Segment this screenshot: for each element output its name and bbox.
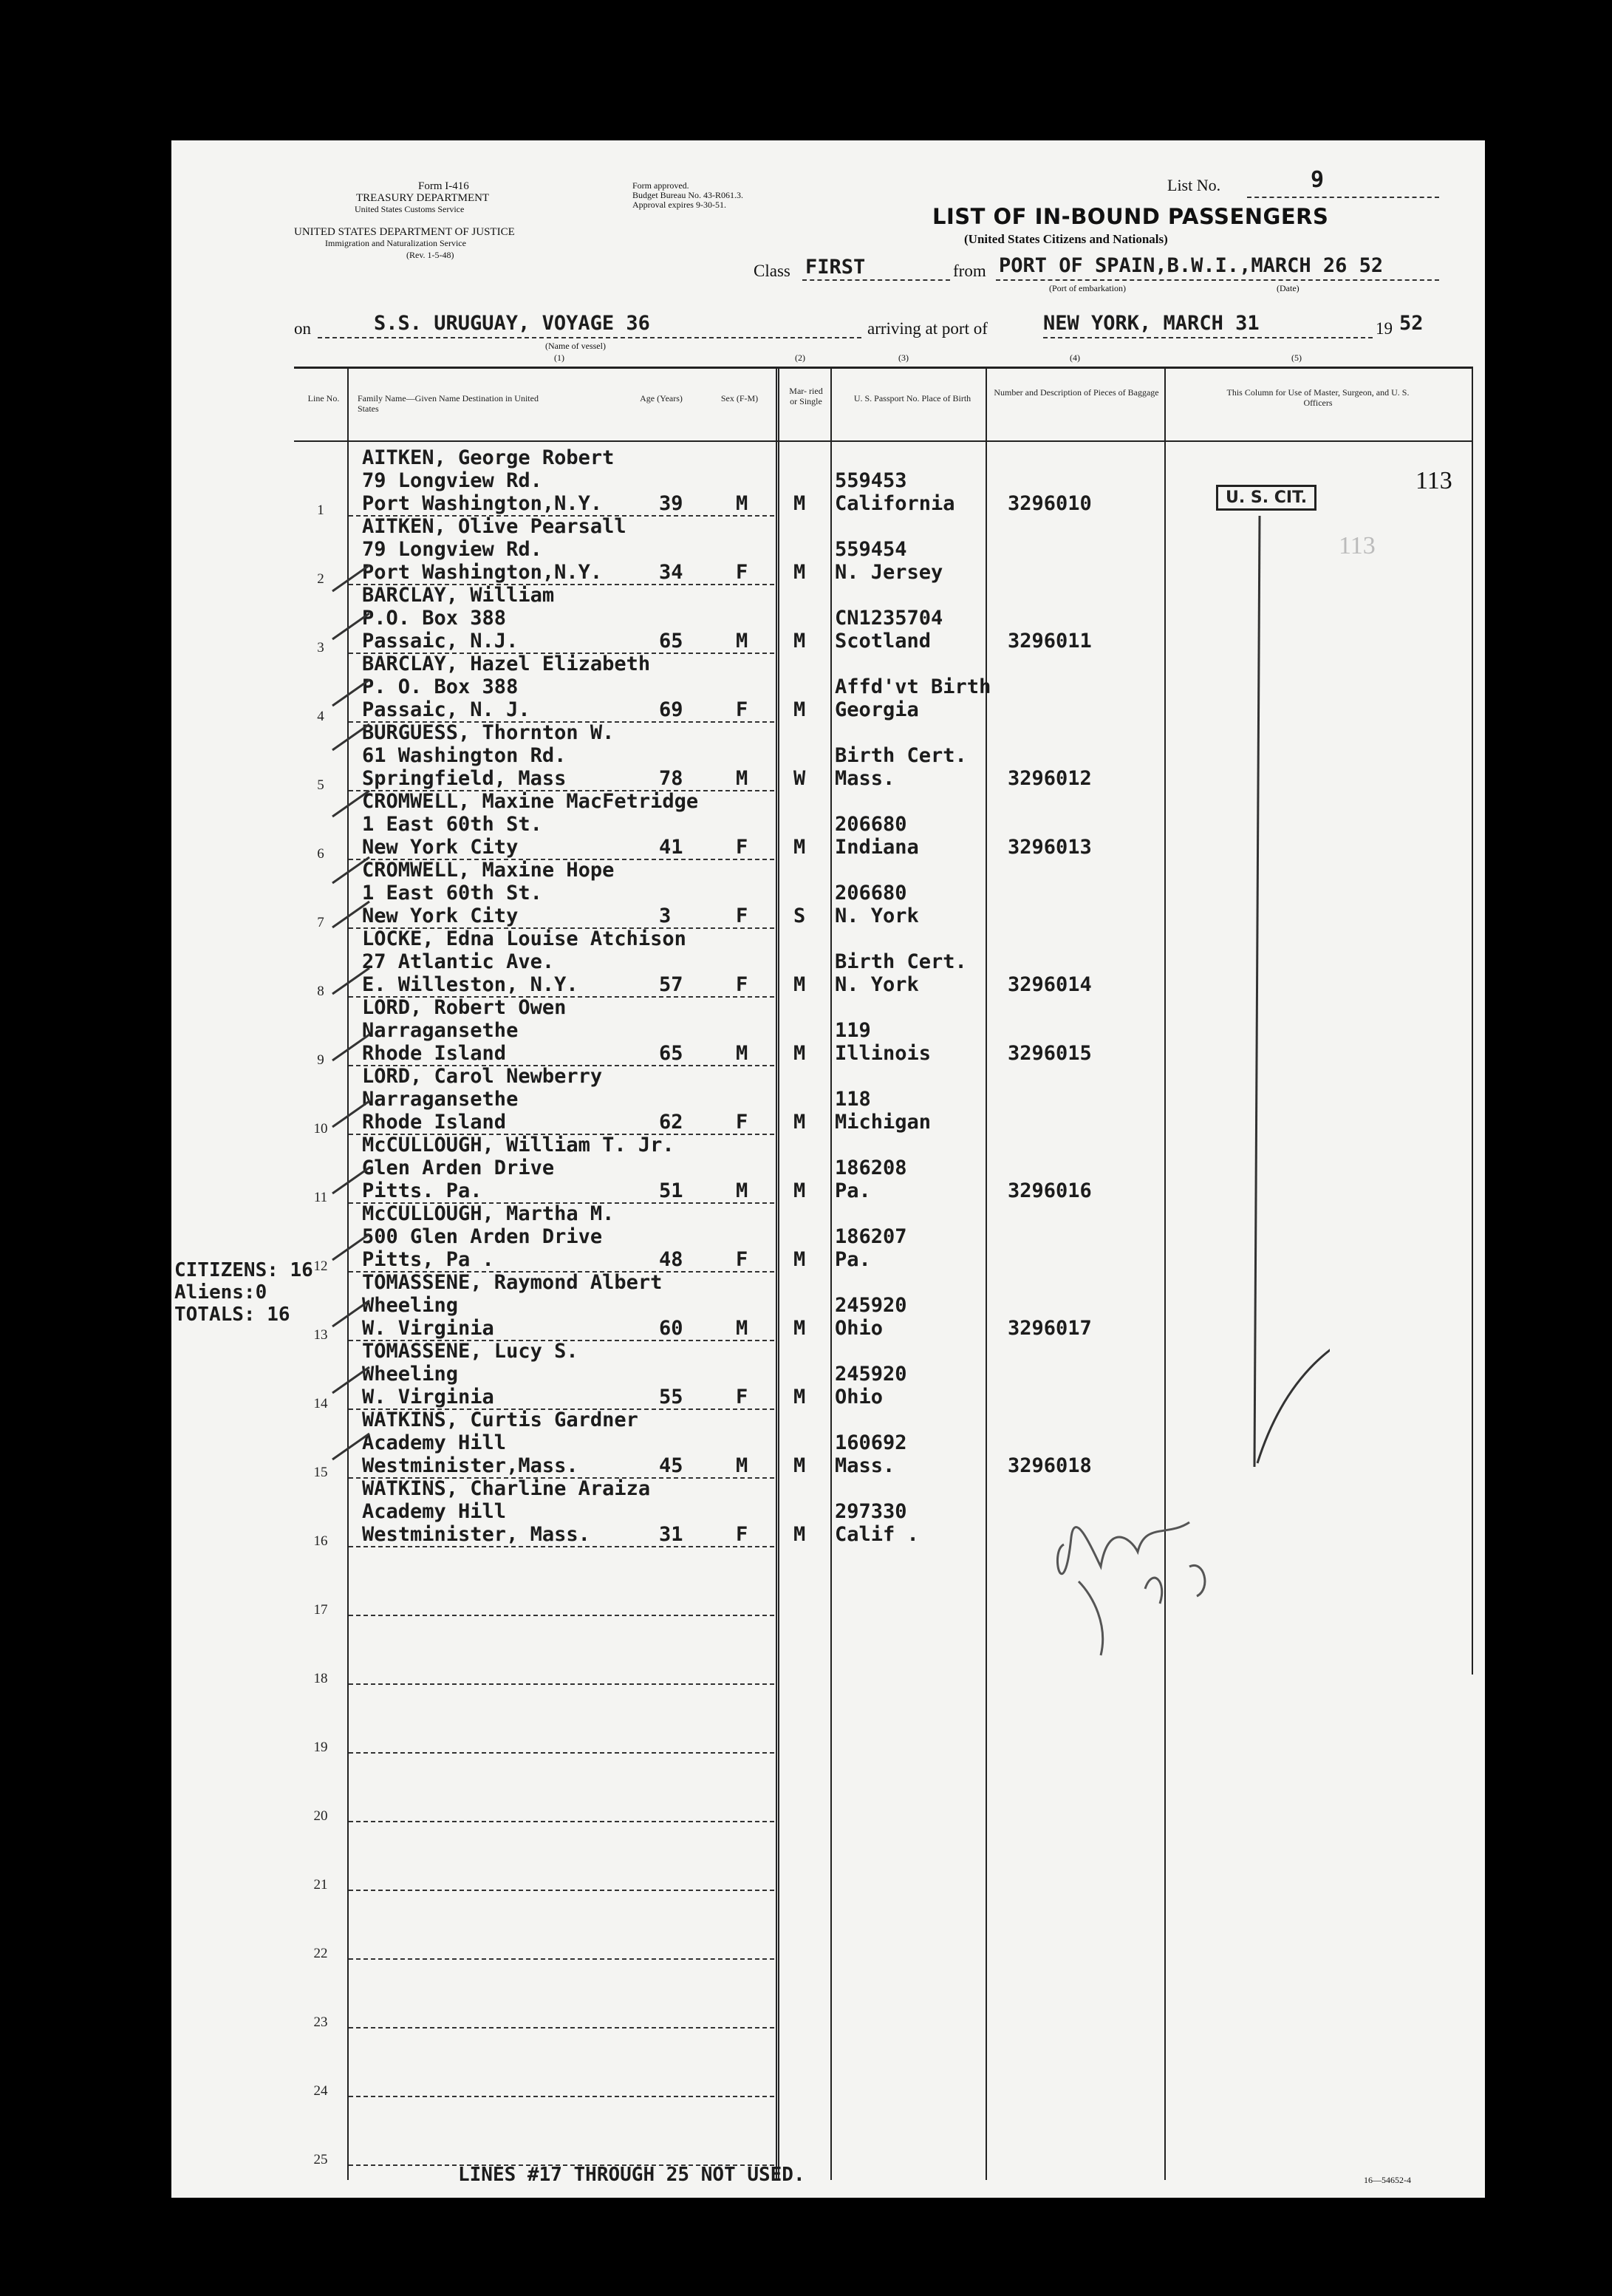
passenger-sex: F xyxy=(736,561,748,584)
row-rule xyxy=(349,2096,774,2097)
place-of-birth: N. York xyxy=(835,973,919,996)
passenger-sex: M xyxy=(736,1454,748,1477)
marital-status: M xyxy=(793,1386,806,1408)
line-number: 12 xyxy=(313,1258,328,1274)
vessel-value: S.S. URUGUAY, VOYAGE 36 xyxy=(374,312,650,335)
passenger-sex: F xyxy=(736,698,748,721)
passport-number: 118 xyxy=(835,1088,871,1111)
passenger-destination: Passaic, N.J. xyxy=(362,630,519,653)
treasury-dept: TREASURY DEPARTMENT xyxy=(356,192,490,204)
margin-number: 113 xyxy=(1415,467,1452,494)
passenger-age: 31 xyxy=(659,1523,683,1546)
header-officers: This Column for Use of Master, Surgeon, and U. S. Officers xyxy=(1226,387,1410,408)
passenger-destination: Port Washington,N.Y. xyxy=(362,492,603,515)
line-number: 6 xyxy=(317,846,324,862)
passport-number: 245920 xyxy=(835,1294,907,1317)
marital-status: M xyxy=(793,836,806,859)
place-of-birth: California xyxy=(835,492,955,515)
passenger-destination: Westminister, Mass. xyxy=(362,1523,590,1546)
row-rule xyxy=(349,1615,774,1616)
header-baggage: Number and Description of Pieces of Baggage xyxy=(994,387,1159,398)
tick-marks xyxy=(318,547,406,1581)
passenger-age: 65 xyxy=(659,630,683,653)
passenger-age: 34 xyxy=(659,561,683,584)
manifest-title: LIST OF IN-BOUND PASSENGERS xyxy=(932,204,1329,229)
baggage-number: 3296013 xyxy=(1008,836,1092,859)
passenger-age: 48 xyxy=(659,1248,683,1271)
line-number: 5 xyxy=(317,777,324,793)
passport-number: 206680 xyxy=(835,813,907,836)
baggage-number: 3296010 xyxy=(1008,492,1092,515)
passenger-address: 1 East 60th St. xyxy=(362,813,542,836)
passenger-destination: Westminister,Mass. xyxy=(362,1454,578,1477)
place-of-birth: Indiana xyxy=(835,836,919,859)
passenger-address: 79 Longview Rd. xyxy=(362,469,542,492)
passenger-destination: Pitts, Pa . xyxy=(362,1248,494,1271)
list-no-underline xyxy=(1247,197,1439,198)
aliens-total: Aliens:0 xyxy=(174,1281,267,1304)
arrival-underline xyxy=(1043,337,1373,338)
header-name: Family Name—Given Name Destination in United States xyxy=(358,393,539,414)
vessel-underline xyxy=(318,337,861,338)
passenger-address: Wheeling xyxy=(362,1363,459,1386)
header-bottom-rule xyxy=(294,440,1473,442)
passenger-name: BARCLAY, William xyxy=(362,584,555,607)
place-of-birth: Mass. xyxy=(835,1454,895,1477)
line-number: 11 xyxy=(313,1190,328,1205)
marital-status: M xyxy=(793,1111,806,1134)
passport-number: 559453 xyxy=(835,469,907,492)
on-label: on xyxy=(294,319,311,338)
passport-number: CN1235704 xyxy=(835,607,943,630)
passenger-address: 61 Washington Rd. xyxy=(362,744,567,767)
col-divider-name xyxy=(776,367,779,2180)
passport-number: 206680 xyxy=(835,882,907,905)
budget-bureau: Budget Bureau No. 43-R061.3. xyxy=(632,190,743,200)
passenger-destination: Passaic, N. J. xyxy=(362,698,530,721)
passenger-address: Glen Arden Drive xyxy=(362,1156,555,1179)
row-rule xyxy=(349,1890,774,1891)
arriving-label: arriving at port of xyxy=(867,319,988,338)
passport-number: 245920 xyxy=(835,1363,907,1386)
year-prefix: 19 xyxy=(1376,319,1393,338)
place-of-birth: Scotland xyxy=(835,630,932,653)
passenger-age: 69 xyxy=(659,698,683,721)
passenger-destination: W. Virginia xyxy=(362,1317,494,1340)
place-of-birth: Georgia xyxy=(835,698,919,721)
passenger-sex: F xyxy=(736,973,748,996)
passport-number: 297330 xyxy=(835,1500,907,1523)
baggage-number: 3296014 xyxy=(1008,973,1092,996)
line-number: 9 xyxy=(317,1052,324,1068)
passenger-name: LOCKE, Edna Louise Atchison xyxy=(362,927,686,950)
marital-status: W xyxy=(793,767,806,790)
passenger-sex: M xyxy=(736,492,748,515)
line-number: 3 xyxy=(317,640,324,655)
marital-status: S xyxy=(793,905,806,927)
baggage-number: 3296015 xyxy=(1008,1042,1092,1065)
passenger-age: 60 xyxy=(659,1317,683,1340)
line-number: 21 xyxy=(313,1877,328,1893)
line-number: 22 xyxy=(313,1946,328,1961)
revision: (Rev. 1-5-48) xyxy=(406,250,454,260)
col-number-1: (1) xyxy=(554,352,564,363)
marital-status: M xyxy=(793,492,806,515)
date-caption: (Date) xyxy=(1277,283,1299,293)
passenger-age: 65 xyxy=(659,1042,683,1065)
passenger-address: P.O. Box 388 xyxy=(362,607,507,630)
passenger-address: 1 East 60th St. xyxy=(362,882,542,905)
passenger-name: TOMASSENE, Raymond Albert xyxy=(362,1271,663,1294)
class-label: Class xyxy=(754,262,790,280)
col-divider-right xyxy=(1472,367,1473,1675)
us-citizen-stamp: U. S. CIT. xyxy=(1216,485,1316,511)
line-number: 14 xyxy=(313,1396,328,1411)
passenger-address: Narragansethe xyxy=(362,1019,519,1042)
table-top-rule xyxy=(294,367,1473,369)
passenger-name: AITKEN, Olive Pearsall xyxy=(362,515,626,538)
justice-dept: UNITED STATES DEPARTMENT OF JUSTICE xyxy=(294,226,515,238)
passenger-sex: M xyxy=(736,767,748,790)
passenger-destination: Springfield, Mass xyxy=(362,767,567,790)
passenger-age: 78 xyxy=(659,767,683,790)
place-of-birth: Ohio xyxy=(835,1386,884,1408)
row-rule xyxy=(349,1752,774,1754)
place-of-birth: Ohio xyxy=(835,1317,884,1340)
passenger-name: WATKINS, Curtis Gardner xyxy=(362,1408,638,1431)
passenger-sex: F xyxy=(736,1248,748,1271)
passenger-destination: Rhode Island xyxy=(362,1111,507,1134)
marital-status: M xyxy=(793,1248,806,1271)
col-number-3: (3) xyxy=(898,352,909,363)
col-number-4: (4) xyxy=(1070,352,1080,363)
header-line-no: Line No. xyxy=(307,393,340,403)
list-no-value: 9 xyxy=(1311,167,1325,193)
passenger-name: CROMWELL, Maxine Hope xyxy=(362,859,615,882)
place-of-birth: Pa. xyxy=(835,1179,871,1202)
line-number: 24 xyxy=(313,2083,328,2099)
passenger-age: 51 xyxy=(659,1179,683,1202)
passport-number: Affd'vt Birth xyxy=(835,675,991,698)
place-of-birth: Mass. xyxy=(835,767,895,790)
passenger-destination: W. Virginia xyxy=(362,1386,494,1408)
header-passport: U. S. Passport No. Place of Birth xyxy=(853,393,971,403)
marital-status: M xyxy=(793,698,806,721)
passenger-age: 45 xyxy=(659,1454,683,1477)
passenger-age: 57 xyxy=(659,973,683,996)
passenger-name: TOMASSENE, Lucy S. xyxy=(362,1340,578,1363)
form-approved: Form approved. xyxy=(632,180,689,191)
list-no-label: List No. xyxy=(1167,176,1221,194)
passenger-destination: New York City xyxy=(362,905,519,927)
line-number: 20 xyxy=(313,1808,328,1824)
class-underline xyxy=(802,279,950,281)
header-married: Mar- ried or Single xyxy=(789,386,823,406)
from-underline xyxy=(996,279,1439,281)
passenger-address: P. O. Box 388 xyxy=(362,675,519,698)
line-number: 19 xyxy=(313,1740,328,1755)
form-number: Form I-416 xyxy=(418,180,469,192)
passenger-age: 55 xyxy=(659,1386,683,1408)
passenger-address: 27 Atlantic Ave. xyxy=(362,950,555,973)
line-number: 1 xyxy=(317,503,324,518)
passenger-address: Academy Hill xyxy=(362,1500,507,1523)
line-number: 17 xyxy=(313,1602,328,1618)
row-rule xyxy=(349,1546,774,1547)
passport-number: 559454 xyxy=(835,538,907,561)
passenger-name: LORD, Robert Owen xyxy=(362,996,567,1019)
manifest-subtitle: (United States Citizens and Nationals) xyxy=(964,232,1168,246)
baggage-number: 3296012 xyxy=(1008,767,1092,790)
marital-status: M xyxy=(793,561,806,584)
place-of-birth: Michigan xyxy=(835,1111,932,1134)
passenger-sex: M xyxy=(736,1179,748,1202)
marital-status: M xyxy=(793,1042,806,1065)
marital-status: M xyxy=(793,1454,806,1477)
passenger-address: 79 Longview Rd. xyxy=(362,538,542,561)
passenger-address: Wheeling xyxy=(362,1294,459,1317)
passenger-name: LORD, Carol Newberry xyxy=(362,1065,603,1088)
passenger-sex: F xyxy=(736,836,748,859)
row-rule xyxy=(349,1958,774,1960)
line-number: 16 xyxy=(313,1533,328,1549)
place-of-birth: Pa. xyxy=(835,1248,871,1271)
header-age: Age (Years) xyxy=(640,393,683,403)
col-number-5: (5) xyxy=(1291,352,1302,363)
passenger-sex: M xyxy=(736,1042,748,1065)
header-sex: Sex (F-M) xyxy=(720,393,759,403)
customs-service: United States Customs Service xyxy=(355,204,465,214)
row-rule xyxy=(349,1821,774,1822)
unused-lines-note: LINES #17 THROUGH 25 NOT USED. xyxy=(458,2164,805,2186)
passenger-name: AITKEN, George Robert xyxy=(362,446,615,469)
passenger-name: McCULLOUGH, William T. Jr. xyxy=(362,1134,674,1156)
passenger-sex: F xyxy=(736,1386,748,1408)
arrival-value: NEW YORK, MARCH 31 xyxy=(1043,312,1260,335)
passenger-sex: F xyxy=(736,1523,748,1546)
baggage-number: 3296011 xyxy=(1008,630,1092,653)
passenger-address: 500 Glen Arden Drive xyxy=(362,1225,603,1248)
passport-number: 160692 xyxy=(835,1431,907,1454)
line-number: 4 xyxy=(317,709,324,724)
row-rule xyxy=(349,2027,774,2028)
passenger-name: BARCLAY, Hazel Elizabeth xyxy=(362,653,651,675)
line-number: 15 xyxy=(313,1465,328,1480)
passenger-age: 39 xyxy=(659,492,683,515)
passenger-sex: M xyxy=(736,630,748,653)
marital-status: M xyxy=(793,1317,806,1340)
line-number: 10 xyxy=(313,1121,328,1137)
passport-number: 119 xyxy=(835,1019,871,1042)
marital-status: M xyxy=(793,1179,806,1202)
place-of-birth: Illinois xyxy=(835,1042,932,1065)
baggage-number: 3296017 xyxy=(1008,1317,1092,1340)
marital-status: M xyxy=(793,973,806,996)
passenger-name: CROMWELL, Maxine MacFetridge xyxy=(362,790,699,813)
line-number: 7 xyxy=(317,915,324,930)
approval-expiry: Approval expires 9-30-51. xyxy=(632,200,726,210)
class-value: FIRST xyxy=(805,256,866,279)
row-rule xyxy=(349,1683,774,1685)
col-divider-passport xyxy=(986,367,987,2180)
place-of-birth: N. Jersey xyxy=(835,561,943,584)
citizens-total: CITIZENS: 16 xyxy=(174,1259,313,1281)
grand-total: TOTALS: 16 xyxy=(174,1304,290,1326)
officer-marks xyxy=(1020,503,1330,1670)
passport-number: Birth Cert. xyxy=(835,744,967,767)
passenger-destination: E. Willeston, N.Y. xyxy=(362,973,578,996)
line-number: 18 xyxy=(313,1671,328,1686)
embarkation-value: PORT OF SPAIN,B.W.I.,MARCH 26 52 xyxy=(999,254,1384,277)
ins-service: Immigration and Naturalization Service xyxy=(325,238,466,248)
passenger-address: Academy Hill xyxy=(362,1431,507,1454)
passenger-name: WATKINS, Charline Araiza xyxy=(362,1477,651,1500)
line-number: 13 xyxy=(313,1327,328,1343)
passenger-name: McCULLOUGH, Martha M. xyxy=(362,1202,615,1225)
passenger-destination: New York City xyxy=(362,836,519,859)
margin-number-faint: 113 xyxy=(1339,532,1376,559)
year-value: 52 xyxy=(1399,312,1424,335)
col-number-2: (2) xyxy=(795,352,805,363)
col-divider-married xyxy=(830,367,832,2180)
marital-status: M xyxy=(793,1523,806,1546)
passenger-age: 62 xyxy=(659,1111,683,1134)
line-number: 8 xyxy=(317,984,324,999)
passport-number: 186207 xyxy=(835,1225,907,1248)
place-of-birth: N. York xyxy=(835,905,919,927)
passenger-sex: M xyxy=(736,1317,748,1340)
passenger-destination: Rhode Island xyxy=(362,1042,507,1065)
embark-caption: (Port of embarkation) xyxy=(1049,283,1126,293)
baggage-number: 3296016 xyxy=(1008,1179,1092,1202)
passenger-destination: Port Washington,N.Y. xyxy=(362,561,603,584)
from-label: from xyxy=(953,262,986,280)
passport-number: Birth Cert. xyxy=(835,950,967,973)
form-print-code: 16—54652-4 xyxy=(1364,2175,1411,2185)
passenger-name: BURGUESS, Thornton W. xyxy=(362,721,615,744)
passenger-address: Narragansethe xyxy=(362,1088,519,1111)
passenger-destination: Pitts. Pa. xyxy=(362,1179,482,1202)
baggage-number: 3296018 xyxy=(1008,1454,1092,1477)
passenger-age: 3 xyxy=(659,905,672,927)
passenger-sex: F xyxy=(736,905,748,927)
passport-number: 186208 xyxy=(835,1156,907,1179)
line-number: 23 xyxy=(313,2014,328,2030)
passenger-age: 41 xyxy=(659,836,683,859)
line-number: 25 xyxy=(313,2152,328,2167)
place-of-birth: Calif . xyxy=(835,1523,919,1546)
line-number: 2 xyxy=(317,571,324,587)
vessel-caption: (Name of vessel) xyxy=(545,341,606,351)
marital-status: M xyxy=(793,630,806,653)
passenger-sex: F xyxy=(736,1111,748,1134)
